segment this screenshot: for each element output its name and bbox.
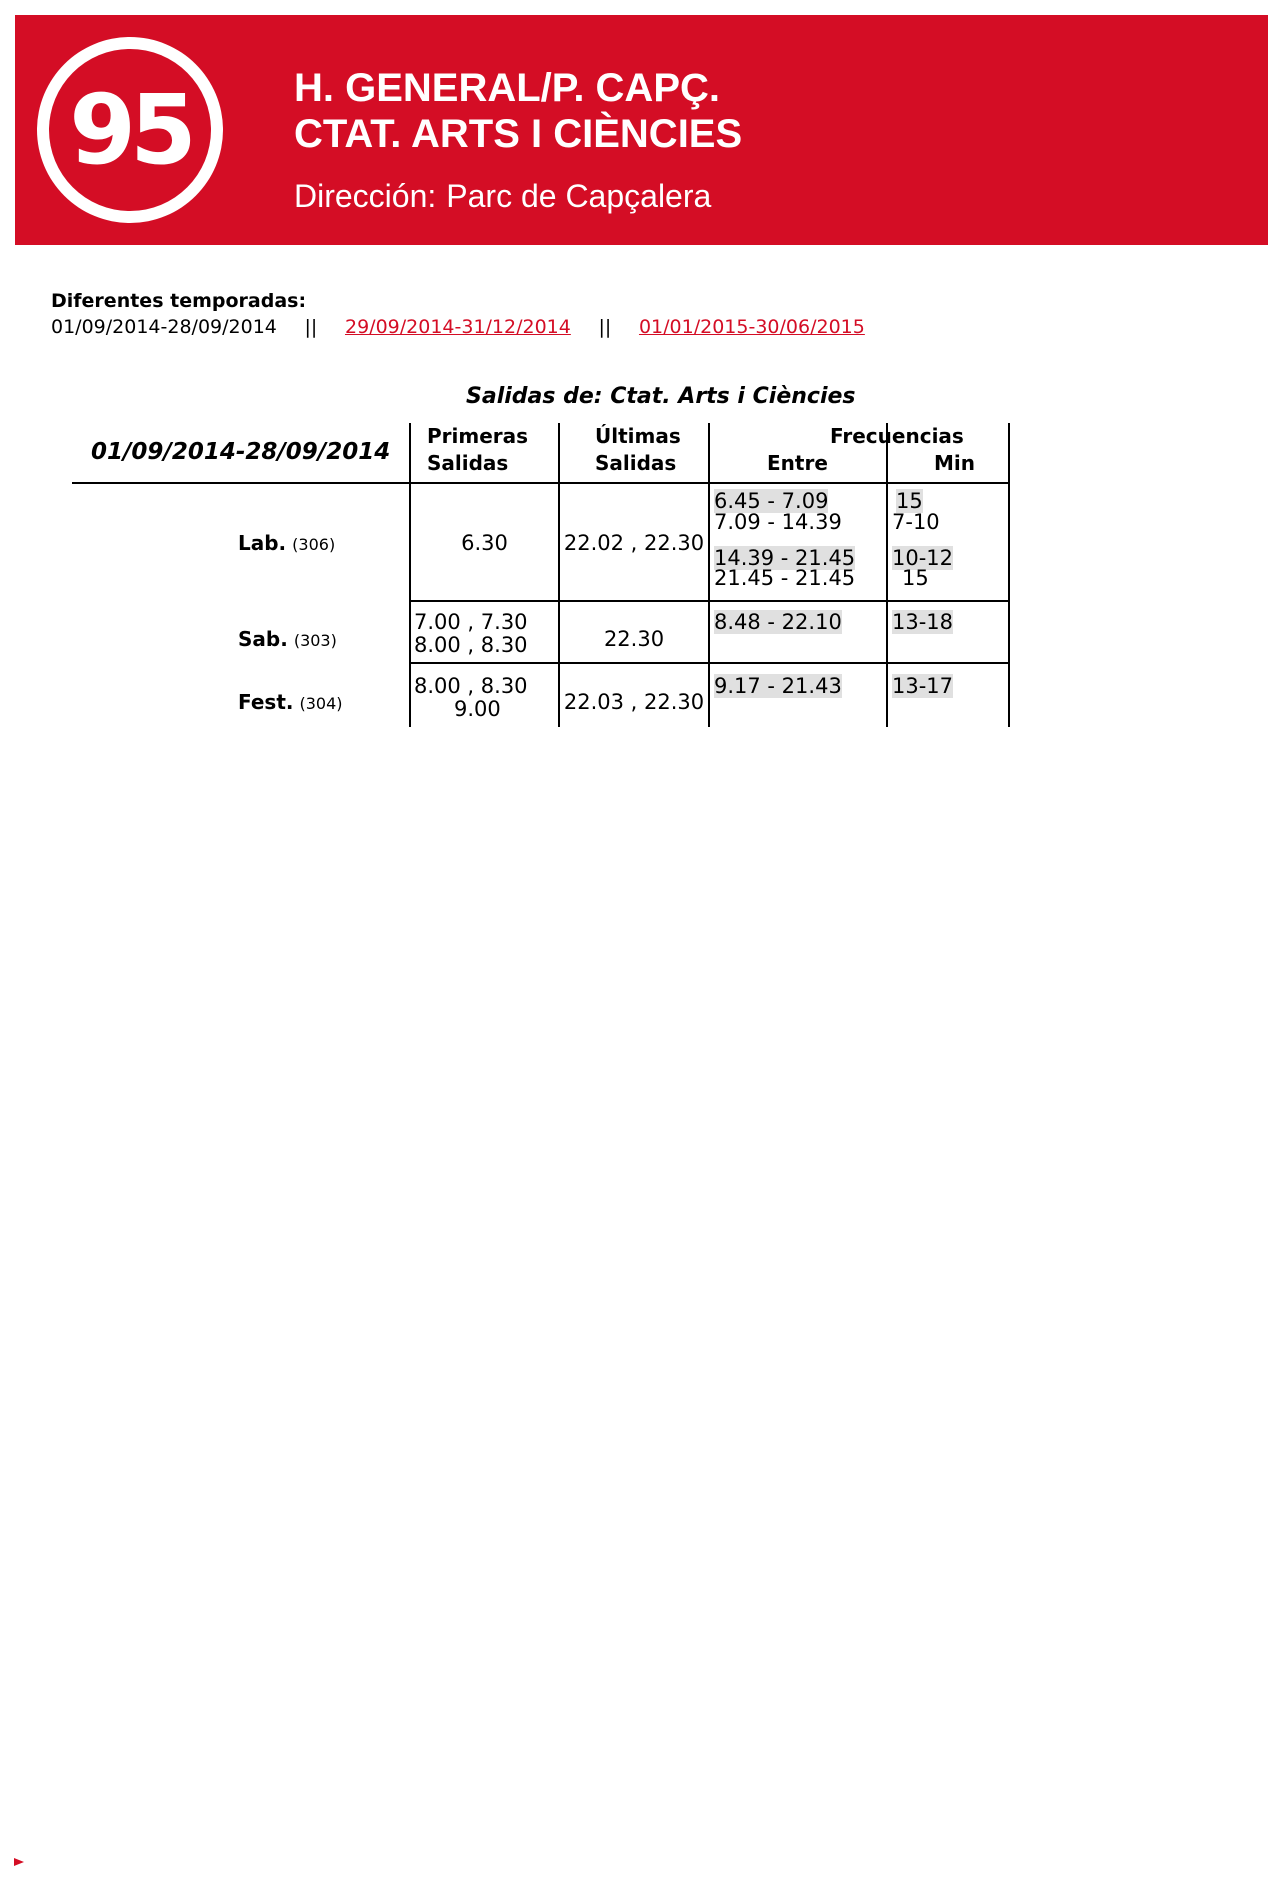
freq-between: 8.48 - 22.10 (714, 610, 842, 634)
freq-min: 15 (902, 566, 929, 590)
header-last-departures: Últimas Salidas (595, 424, 681, 475)
timetable (72, 423, 1010, 727)
freq-between: 6.45 - 7.09 (714, 489, 829, 513)
table-rule (558, 423, 560, 727)
route-title (294, 65, 742, 157)
table-rule (409, 423, 411, 727)
route-number: 95 (69, 74, 191, 186)
table-rule (72, 482, 1010, 484)
header-min: Min (934, 451, 975, 475)
freq-min: 13-17 (892, 674, 954, 698)
header-between: Entre (767, 451, 828, 475)
timetable-title: Salidas de: Ctat. Arts i Ciències (466, 384, 856, 409)
season-current: 01/09/2014-28/09/2014 (51, 316, 277, 338)
first-departure: 7.00 , 7.30 8.00 , 8.30 (414, 610, 528, 657)
route-title-line1: H. GENERAL/P. CAPÇ. (294, 66, 720, 110)
seasons-selector (51, 290, 865, 338)
freq-between: 9.17 - 21.43 (714, 674, 842, 698)
route-title-line2: CTAT. ARTS I CIÈNCIES (294, 112, 743, 156)
last-departure: 22.03 , 22.30 (563, 690, 705, 714)
season-separator: || (304, 316, 318, 338)
seasons-label: Diferentes temporadas: (51, 290, 307, 312)
freq-between: 7.09 - 14.39 (714, 510, 842, 534)
season-link-2015-h1[interactable]: 01/01/2015-30/06/2015 (638, 316, 865, 338)
freq-between: 21.45 - 21.45 (714, 566, 856, 590)
route-header-banner (15, 15, 1268, 245)
last-departure: 22.02 , 22.30 (563, 531, 705, 555)
season-separator: || (598, 316, 612, 338)
freq-between: 14.39 - 21.45 (714, 546, 856, 570)
last-departure: 22.30 (603, 627, 665, 651)
header-first-departures: Primeras Salidas (427, 424, 529, 475)
freq-min: 15 (896, 489, 923, 513)
seasons-row (51, 316, 865, 338)
table-rule (708, 423, 710, 727)
freq-min: 13-18 (892, 610, 954, 634)
direction-value: Parc de Capçalera (446, 178, 712, 214)
first-departure: 6.30 (461, 531, 508, 555)
direction-label: Dirección: (294, 178, 437, 214)
day-label-weekdays: Lab. (306) (238, 531, 336, 555)
table-rule (886, 423, 888, 727)
route-number-badge (37, 37, 223, 223)
freq-min: 7-10 (892, 510, 940, 534)
timetable-period: 01/09/2014-28/09/2014 (91, 439, 391, 465)
route-direction (294, 178, 711, 215)
freq-min: 10-12 (892, 546, 954, 570)
header-frequencies: Frecuencias (830, 424, 964, 448)
first-departure: 8.00 , 8.30 9.00 (414, 674, 528, 721)
corner-arrow-icon (14, 1858, 24, 1866)
day-label-holidays: Fest. (304) (238, 690, 343, 714)
season-link-2014-q4[interactable]: 29/09/2014-31/12/2014 (344, 316, 571, 338)
day-label-saturdays: Sab. (303) (238, 627, 337, 651)
table-rule (1008, 423, 1010, 727)
route-number-badge-inner (49, 49, 211, 211)
